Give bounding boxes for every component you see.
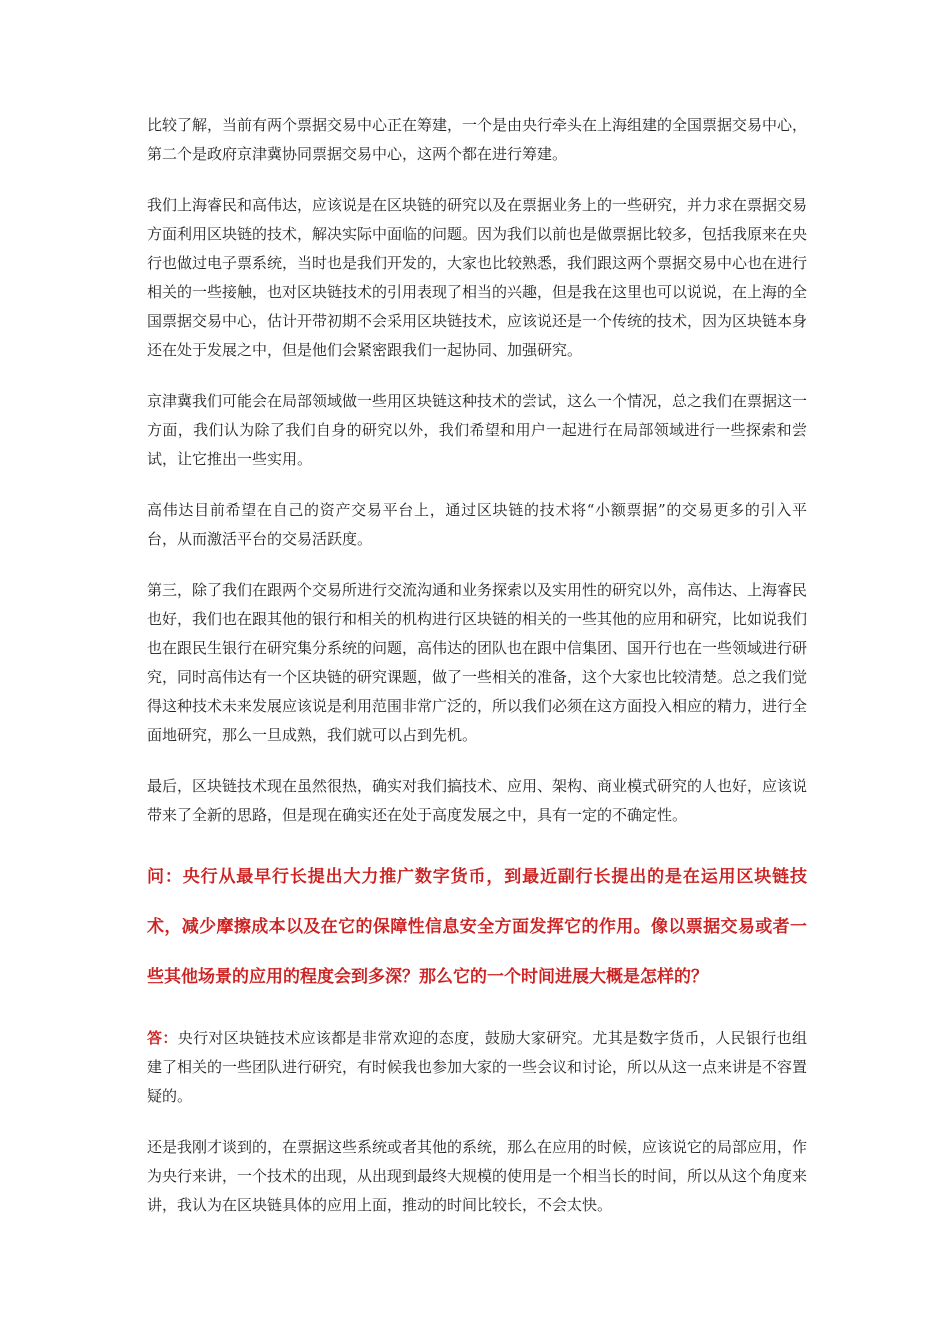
document-body <box>147 111 807 1220</box>
paragraph-2: 我们上海睿民和高伟达，应该说是在区块链的研究以及在票据业务上的一些研究，并力求在票据交易方面利用区块链的技术，解决实际中面临的问题。因为我们以前也是做票据比较多，包括我原来在央行也做过电子票系统，当时也是我们开发的，大家也比较熟悉，我们跟这两个票据交易中心也在进行相关的一些接触，也对区块链技术的引用表现了相当的兴趣，但是我在这里也可以说说，在上海的全国票据交易中心，估计开带初期不会采用区块链技术，应该说还是一个传统的技术，因为区块链本身还在处于发展之中，但是他们会紧密跟我们一起协同、加强研究。 <box>147 196 808 359</box>
paragraph-1: 比较了解，当前有两个票据交易中心正在筹建，一个是由央行牵头在上海组建的全国票据交易中心，第二个是政府京津冀协同票据交易中心，这两个都在进行筹建。 <box>147 116 808 163</box>
paragraph-4: 高伟达目前希望在自己的资产交易平台上，通过区块链的技术将“小额票据”的交易更多的引入平台，从而激活平台的交易活跃度。 <box>147 501 807 548</box>
answer-text: 央行对区块链技术应该都是非常欢迎的态度，鼓励大家研究。尤其是数字货币，人民银行也组建了相关的一些团队进行研究，有时候我也参加大家的一些会议和讨论，所以从这一点来讲是不容置疑的。 <box>147 1029 808 1105</box>
paragraph-3: 京津冀我们可能会在局部领域做一些用区块链这种技术的尝试，这么一个情况，总之我们在票据这一方面，我们认为除了我们自身的研究以外，我们希望和用户一起进行在局部领域进行一些探索和尝试，让它推出一些实用。 <box>147 392 808 468</box>
answer-label: 答： <box>147 1029 178 1047</box>
paragraph-5: 第三，除了我们在跟两个交易所进行交流沟通和业务探索以及实用性的研究以外，高伟达、上海睿民也好，我们也在跟其他的银行和相关的机构进行区块链的相关的一些其他的应用和研究，比如说我们也在跟民生银行在研究集分系统的问题，高伟达的团队也在跟中信集团、国开行也在一些领域进行研究，同时高伟达有一个区块链的研究课题，做了一些相关的准备，这个大家也比较清楚。总之我们觉得这种技术未来发展应该说是利用范围非常广泛的，所以我们必须在这方面投入相应的精力，进行全面地研究，那么一旦成熟，我们就可以占到先机。 <box>147 581 808 744</box>
paragraph-6: 最后，区块链技术现在虽然很热，确实对我们搞技术、应用、架构、商业模式研究的人也好，应该说带来了全新的思路，但是现在确实还在处于高度发展之中，具有一定的不确定性。 <box>147 777 808 824</box>
interview-question: 问：央行从最早行长提出大力推广数字货币，到最近副行长提出的是在运用区块链技术，减少摩擦成本以及在它的保障性信息安全方面发挥它的作用。像以票据交易或者一些其他场景的应用的程度会到多深？那么它的一个时间进展大概是怎样的？ <box>147 867 807 987</box>
final-paragraph: 还是我刚才谈到的，在票据这些系统或者其他的系统，那么在应用的时候，应该说它的局部应用，作为央行来讲，一个技术的出现，从出现到最终大规模的使用是一个相当长的时间，所以从这个角度来讲，我认为在区块链具体的应用上面，推动的时间比较长，不会太快。 <box>147 1138 808 1214</box>
answer-paragraph <box>147 1024 807 1111</box>
